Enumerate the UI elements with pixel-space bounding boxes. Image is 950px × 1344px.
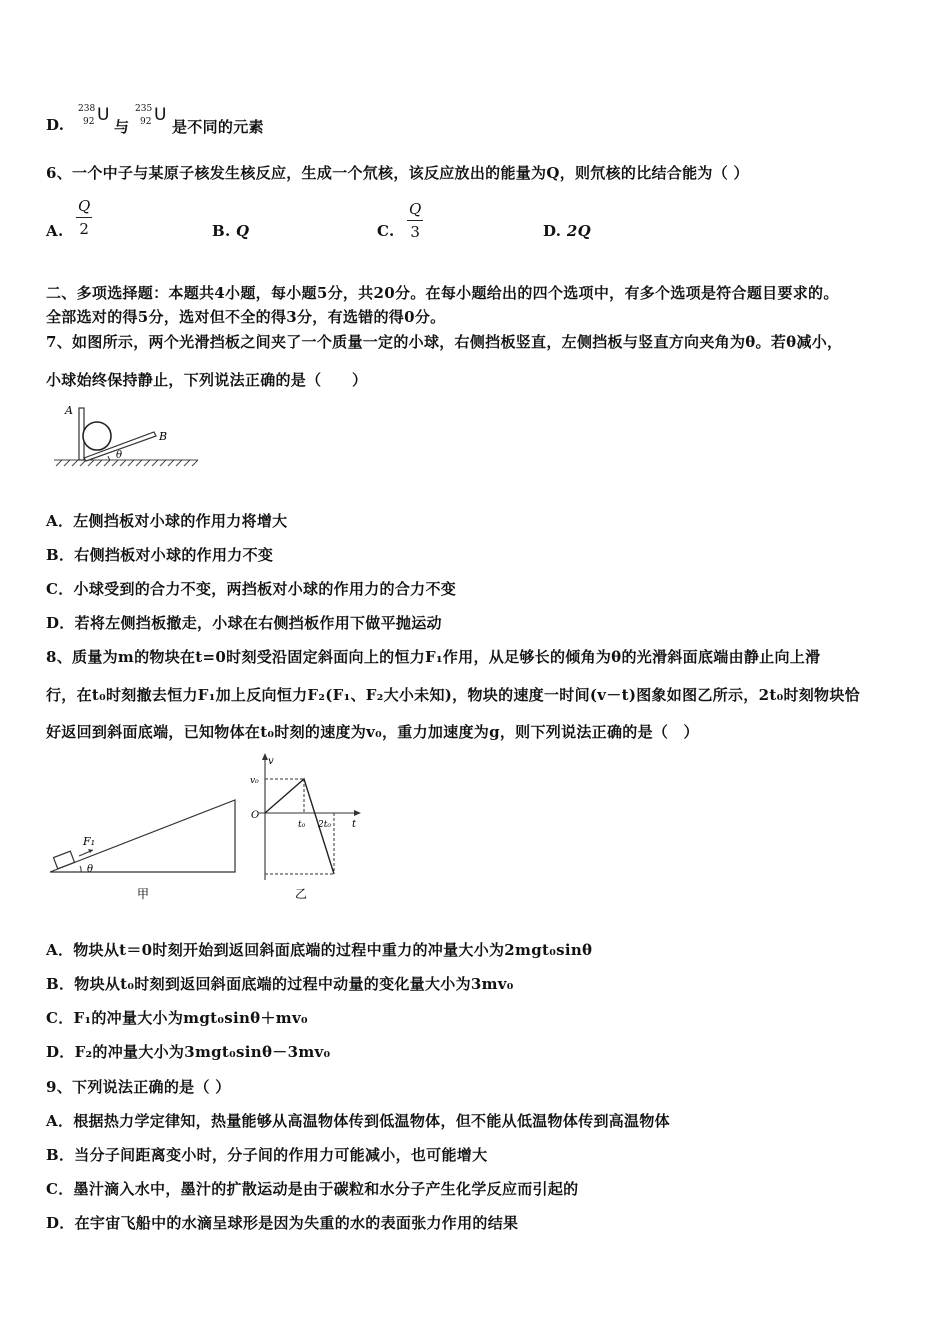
q9-option-b: B．当分子间距离变小时，分子间的作用力可能减小，也可能增大 xyxy=(46,1146,488,1164)
label-t0: t₀ xyxy=(298,820,306,830)
label-theta: θ xyxy=(116,450,123,461)
q6-option-b-label: B. xyxy=(212,222,231,240)
q6-option-d-text: 2Q xyxy=(566,222,591,240)
label-2t0: 2t₀ xyxy=(318,820,331,830)
section-2-heading-line1: 二、多项选择题：本题共4小题，每小题5分，共20分。在每小题给出的四个选项中，有多个选项是符合题目要求的。 xyxy=(46,284,839,302)
q8-option-a: A．物块从t＝0时刻开始到返回斜面底端的过程中重力的冲量大小为2mgt₀sinθ xyxy=(46,941,593,959)
q6-option-a-label: A. xyxy=(46,222,64,240)
q6-option-b xyxy=(212,222,249,240)
label-a: A xyxy=(65,404,73,417)
q6-option-c-label: C. xyxy=(377,222,395,240)
label-yi: 乙 xyxy=(295,887,308,901)
isotope-u238 xyxy=(78,104,112,132)
figure-yi-vt-graph xyxy=(250,753,361,901)
q9-option-c: C．墨汁滴入水中，墨汁的扩散运动是由于碳粒和水分子产生化学反应而引起的 xyxy=(46,1180,579,1198)
angle-arc xyxy=(108,456,110,460)
q6-stem: 6、一个中子与某原子核发生核反应，生成一个氘核，该反应放出的能量为Q，则氘核的比结合能为（ ） xyxy=(46,164,749,182)
q9-stem: 9、下列说法正确的是（ ） xyxy=(46,1078,231,1096)
isotope-u235-z: 92 xyxy=(140,117,152,127)
q8-stem-line1: 8、质量为m的物块在t=0时刻受沿固定斜面向上的恒力F₁作用，从足够长的倾角为θ的光滑斜面底端由静止向上滑 xyxy=(46,648,821,666)
isotope-u238-mass: 238 xyxy=(78,104,96,114)
q6-option-d-label: D. xyxy=(543,222,562,240)
q6-option-d xyxy=(543,222,591,240)
q8-option-c: C．F₁的冲量大小为mgt₀sinθ＋mv₀ xyxy=(46,1009,308,1027)
isotope-u235-symbol: U xyxy=(154,105,167,125)
isotope-u238-symbol: U xyxy=(97,105,110,125)
ground-hatch xyxy=(54,460,198,466)
q6-option-a-fraction xyxy=(76,197,92,238)
q8-figure xyxy=(45,748,375,908)
q9-option-d: D．在宇宙飞船中的水滴呈球形是因为失重的水的表面张力作用的结果 xyxy=(46,1214,519,1232)
q6-option-a-denominator: 2 xyxy=(79,220,89,238)
q6-option-c-denominator: 3 xyxy=(410,223,420,241)
q5-option-d xyxy=(46,116,64,134)
section-2-heading-line2: 全部选对的得5分，选对但不全的得3分，有选错的得0分。 xyxy=(46,308,446,326)
q7-option-d: D．若将左侧挡板撤走，小球在右侧挡板作用下做平抛运动 xyxy=(46,614,442,632)
label-t: t xyxy=(352,819,357,830)
ball xyxy=(83,422,111,450)
label-jia: 甲 xyxy=(137,887,150,901)
isotope-u235-mass: 235 xyxy=(135,104,153,114)
figure-jia-incline xyxy=(50,800,235,901)
q6-option-c-fraction xyxy=(407,200,423,241)
q9-option-a: A．根据热力学定律知，热量能够从高温物体传到低温物体，但不能从低温物体传到高温物体 xyxy=(46,1112,670,1130)
q7-option-b: B．右侧挡板对小球的作用力不变 xyxy=(46,546,274,564)
q5-option-d-tail: 是不同的元素 xyxy=(172,118,264,136)
q8-option-d: D．F₂的冲量大小为3mgt₀sinθ－3mv₀ xyxy=(46,1043,331,1061)
isotope-u235 xyxy=(135,104,169,132)
q6-option-c-numerator: Q xyxy=(407,200,423,221)
q7-option-a: A．左侧挡板对小球的作用力将增大 xyxy=(46,512,288,530)
isotope-u238-z: 92 xyxy=(83,117,95,127)
label-incline-theta: θ xyxy=(87,864,94,875)
q5-option-d-label: D. xyxy=(46,116,65,134)
label-v0: v₀ xyxy=(250,776,259,786)
q7-stem-line2: 小球始终保持静止，下列说法正确的是（ ） xyxy=(46,371,368,389)
q6-option-a-numerator: Q xyxy=(76,197,92,218)
label-v: v xyxy=(268,756,274,767)
q7-figure xyxy=(50,400,202,472)
q7-stem-line1: 7、如图所示，两个光滑挡板之间夹了一个质量一定的小球，右侧挡板竖直，左侧挡板与竖直方向夹角为θ。若θ减小， xyxy=(46,333,843,351)
label-b: B xyxy=(159,430,168,443)
label-f1: F₁ xyxy=(83,835,96,848)
q8-stem-line3: 好返回到斜面底端，已知物体在t₀时刻的速度为v₀，重力加速度为g，则下列说法正确的是（ ） xyxy=(46,723,699,741)
q8-option-b: B．物块从t₀时刻到返回斜面底端的过程中动量的变化量大小为3mv₀ xyxy=(46,975,514,993)
q7-option-c: C．小球受到的合力不变，两挡板对小球的作用力的合力不变 xyxy=(46,580,457,598)
q8-stem-line2: 行，在t₀时刻撤去恒力F₁加上反向恒力F₂(F₁、F₂大小未知)，物块的速度一时间(v－t)图象如图乙所示，2t₀时刻物块恰 xyxy=(46,686,860,704)
label-origin: O xyxy=(251,810,260,821)
q5-option-d-join: 与 xyxy=(114,118,130,136)
q6-option-b-text: Q xyxy=(236,222,250,240)
